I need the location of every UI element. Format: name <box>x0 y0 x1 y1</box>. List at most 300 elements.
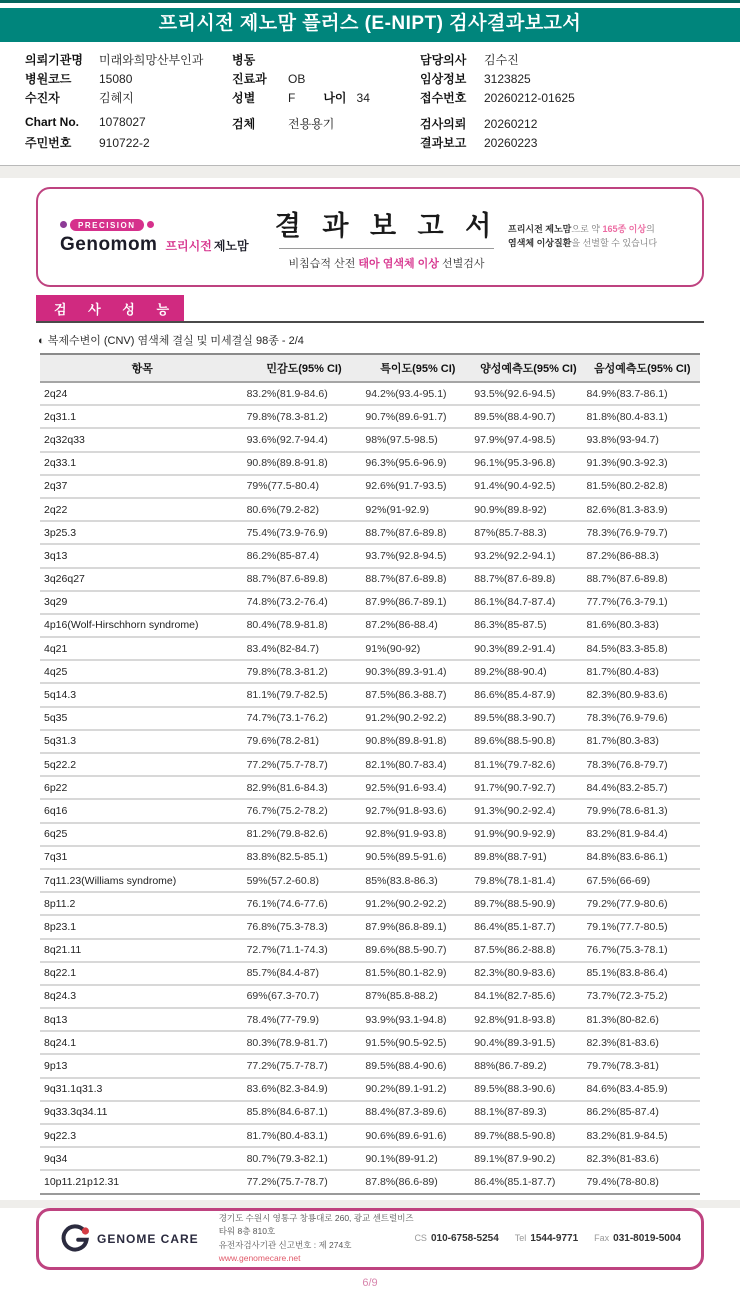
cell-sensitivity: 81.7%(80.4-83.1) <box>245 1124 364 1147</box>
cell-sensitivity: 76.8%(75.3-78.3) <box>245 915 364 938</box>
cell-npv: 91.3%(90.3-92.3) <box>584 452 700 475</box>
cell-ppv: 84.1%(82.7-85.6) <box>472 985 584 1008</box>
table-row <box>40 730 700 753</box>
table-row <box>40 428 700 451</box>
cell-region-name: 2q31.1 <box>40 405 245 428</box>
company-license: 유전자검사기관 신고번호 : 제 274호 <box>218 1239 352 1250</box>
cell-ppv: 89.8%(88.7-91) <box>472 846 584 869</box>
cell-region-name: 7q11.23(Williams syndrome) <box>40 869 245 892</box>
genomom-brand-block <box>60 219 265 256</box>
cell-region-name: 3q13 <box>40 544 245 567</box>
cell-ppv: 89.6%(88.5-90.8) <box>472 730 584 753</box>
cell-sensitivity: 77.2%(75.7-78.7) <box>245 1054 364 1077</box>
table-row <box>40 753 700 776</box>
field-label: 수진자 <box>25 91 60 105</box>
cell-npv: 73.7%(72.3-75.2) <box>584 985 700 1008</box>
table-row <box>40 1008 700 1031</box>
cell-ppv: 86.1%(84.7-87.4) <box>472 591 584 614</box>
patient-info-column-1 <box>25 51 232 153</box>
cell-npv: 88.7%(87.6-89.8) <box>584 568 700 591</box>
cell-sensitivity: 79%(77.5-80.4) <box>245 475 364 498</box>
cell-specificity: 92.7%(91.8-93.6) <box>363 799 472 822</box>
cell-ppv: 86.3%(85-87.5) <box>472 614 584 637</box>
table-row <box>40 568 700 591</box>
table-row <box>40 614 700 637</box>
company-address-block <box>219 1212 415 1265</box>
badge-dot-right-icon <box>147 221 154 228</box>
cell-specificity: 90.3%(89.3-91.4) <box>363 660 472 683</box>
cell-ppv: 93.5%(92.6-94.5) <box>472 382 584 405</box>
cell-ppv: 90.3%(89.2-91.4) <box>472 637 584 660</box>
cell-ppv: 90.9%(89.8-92) <box>472 498 584 521</box>
cell-ppv: 89.1%(87.9-90.2) <box>472 1147 584 1170</box>
cell-ppv: 92.8%(91.8-93.8) <box>472 1008 584 1031</box>
precision-badge-label: PRECISION <box>70 219 144 231</box>
table-row <box>40 1147 700 1170</box>
cell-ppv: 87%(85.7-88.3) <box>472 521 584 544</box>
cell-sensitivity: 82.9%(81.6-84.3) <box>245 776 364 799</box>
col-header-ppv: 양성예측도(95% CI) <box>472 354 584 382</box>
note-end1: 의 <box>646 224 655 235</box>
cell-region-name: 3p25.3 <box>40 521 245 544</box>
cell-ppv: 81.1%(79.7-82.6) <box>472 753 584 776</box>
company-address: 경기도 수원시 영통구 창룡대로 260, 광교 센트럴비즈타워 8층 810호 <box>218 1213 414 1237</box>
cell-ppv: 88.1%(87-89.3) <box>472 1101 584 1124</box>
cell-npv: 67.5%(66-69) <box>584 869 700 892</box>
field-value: F <box>288 91 296 105</box>
cell-region-name: 9p13 <box>40 1054 245 1077</box>
cell-region-name: 6q25 <box>40 823 245 846</box>
cell-region-name: 4q25 <box>40 660 245 683</box>
cell-npv: 78.3%(76.9-79.7) <box>584 521 700 544</box>
cell-ppv: 91.9%(90.9-92.9) <box>472 823 584 846</box>
cell-specificity: 90.6%(89.6-91.6) <box>363 1124 472 1147</box>
field-extra-value: 34 <box>356 91 370 105</box>
contact-value: 1544-9771 <box>530 1233 579 1245</box>
patient-info-column-2 <box>232 51 420 153</box>
field-value: 20260223 <box>484 136 538 150</box>
cell-ppv: 87.5%(86.2-88.8) <box>472 939 584 962</box>
patient-info-field <box>25 70 232 89</box>
patient-info-field <box>25 115 232 134</box>
field-value: 김혜지 <box>99 91 134 105</box>
cell-npv: 87.2%(86-88.3) <box>584 544 700 567</box>
cell-npv: 81.8%(80.4-83.1) <box>584 405 700 428</box>
table-row <box>40 799 700 822</box>
cell-specificity: 90.2%(89.1-91.2) <box>363 1078 472 1101</box>
cell-ppv: 89.5%(88.3-90.7) <box>472 707 584 730</box>
cell-ppv: 86.4%(85.1-87.7) <box>472 1170 584 1193</box>
field-value: 3123825 <box>484 72 531 86</box>
cell-sensitivity: 74.7%(73.1-76.2) <box>245 707 364 730</box>
cell-region-name: 2q22 <box>40 498 245 521</box>
report-title-rule <box>279 248 494 249</box>
genomom-logo <box>60 234 265 256</box>
cell-sensitivity: 76.7%(75.2-78.2) <box>245 799 364 822</box>
cell-ppv: 79.8%(78.1-81.4) <box>472 869 584 892</box>
cell-region-name: 8q22.1 <box>40 962 245 985</box>
field-label: 병동 <box>232 53 256 67</box>
cell-specificity: 92.6%(91.7-93.5) <box>363 475 472 498</box>
field-label: 주민번호 <box>25 136 72 150</box>
cell-specificity: 87%(85.8-88.2) <box>363 985 472 1008</box>
cell-sensitivity: 75.4%(73.9-76.9) <box>245 521 364 544</box>
field-value: 1078027 <box>99 115 146 129</box>
genome-care-logo <box>59 1223 199 1255</box>
cell-region-name: 8q21.11 <box>40 939 245 962</box>
cell-ppv: 89.5%(88.4-90.7) <box>472 405 584 428</box>
cell-npv: 86.2%(85-87.4) <box>584 1101 700 1124</box>
cell-npv: 77.7%(76.3-79.1) <box>584 591 700 614</box>
cell-npv: 78.3%(76.9-79.6) <box>584 707 700 730</box>
contact-label: Tel <box>514 1233 527 1244</box>
cell-specificity: 85%(83.8-86.3) <box>363 869 472 892</box>
cell-sensitivity: 69%(67.3-70.7) <box>245 985 364 1008</box>
table-row <box>40 1170 700 1193</box>
cell-region-name: 8p11.2 <box>40 892 245 915</box>
precision-badge <box>60 219 265 231</box>
cell-ppv: 88.7%(87.6-89.8) <box>472 568 584 591</box>
cell-sensitivity: 83.4%(82-84.7) <box>245 637 364 660</box>
cell-sensitivity: 74.8%(73.2-76.4) <box>245 591 364 614</box>
cell-sensitivity: 80.7%(79.3-82.1) <box>245 1147 364 1170</box>
cell-sensitivity: 86.2%(85-87.4) <box>245 544 364 567</box>
field-extra-label: 나이 <box>323 91 347 105</box>
field-value: 미래와희망산부인과 <box>99 53 204 67</box>
cell-npv: 81.5%(80.2-82.8) <box>584 475 700 498</box>
cell-sensitivity: 81.2%(79.8-82.6) <box>245 823 364 846</box>
report-subtitle-pre: 비침습적 산전 <box>288 257 359 270</box>
cell-npv: 82.3%(80.9-83.6) <box>584 683 700 706</box>
table-row <box>40 1031 700 1054</box>
cell-specificity: 89.5%(88.4-90.6) <box>363 1054 472 1077</box>
divider-band <box>0 166 740 178</box>
cell-region-name: 6q16 <box>40 799 245 822</box>
col-header-specificity: 특이도(95% CI) <box>363 354 472 382</box>
company-footer <box>36 1208 704 1270</box>
cell-sensitivity: 81.1%(79.7-82.5) <box>245 683 364 706</box>
field-label: 임상정보 <box>420 72 467 86</box>
note-mid: 으로 약 <box>571 224 603 235</box>
cell-npv: 84.8%(83.6-86.1) <box>584 846 700 869</box>
cell-sensitivity: 72.7%(71.1-74.3) <box>245 939 364 962</box>
cell-region-name: 9q34 <box>40 1147 245 1170</box>
cell-npv: 79.9%(78.6-81.3) <box>584 799 700 822</box>
patient-info-column-3 <box>420 51 740 153</box>
top-accent-line <box>0 0 740 3</box>
field-value: 20260212 <box>484 117 538 131</box>
cell-ppv: 96.1%(95.3-96.8) <box>472 452 584 475</box>
cell-npv: 81.7%(80.4-83) <box>584 660 700 683</box>
bottom-band <box>0 1200 740 1208</box>
cell-sensitivity: 59%(57.2-60.8) <box>245 869 364 892</box>
cell-specificity: 90.5%(89.5-91.6) <box>363 846 472 869</box>
table-row <box>40 1101 700 1124</box>
cell-region-name: 9q22.3 <box>40 1124 245 1147</box>
cell-sensitivity: 83.8%(82.5-85.1) <box>245 846 364 869</box>
cell-specificity: 91.5%(90.5-92.5) <box>363 1031 472 1054</box>
patient-info-field <box>25 89 232 108</box>
cell-specificity: 93.9%(93.1-94.8) <box>363 1008 472 1031</box>
result-report-banner <box>36 187 704 287</box>
cell-specificity: 96.3%(95.6-96.9) <box>363 452 472 475</box>
cell-specificity: 88.7%(87.6-89.8) <box>363 521 472 544</box>
cell-specificity: 90.8%(89.8-91.8) <box>363 730 472 753</box>
cell-ppv: 82.3%(80.9-83.6) <box>472 962 584 985</box>
table-row <box>40 498 700 521</box>
table-row <box>40 452 700 475</box>
cell-npv: 85.1%(83.8-86.4) <box>584 962 700 985</box>
note-brand: 프리시전 제노맘 <box>508 224 572 235</box>
cell-sensitivity: 85.8%(84.6-87.1) <box>245 1101 364 1124</box>
table-row <box>40 405 700 428</box>
patient-info-field <box>420 89 740 108</box>
table-row <box>40 892 700 915</box>
field-label: 담당의사 <box>420 53 467 67</box>
table-row <box>40 707 700 730</box>
cell-npv: 82.3%(81-83.6) <box>584 1031 700 1054</box>
cell-specificity: 92.5%(91.6-93.4) <box>363 776 472 799</box>
table-row <box>40 939 700 962</box>
cell-ppv: 89.7%(88.5-90.9) <box>472 892 584 915</box>
field-label: 병원코드 <box>25 72 72 86</box>
cell-npv: 81.7%(80.3-83) <box>584 730 700 753</box>
cell-npv: 79.2%(77.9-80.6) <box>584 892 700 915</box>
cell-specificity: 92.8%(91.9-93.8) <box>363 823 472 846</box>
note-disease: 염색체 이상질환 <box>508 238 572 248</box>
cell-region-name: 9q31.1q31.3 <box>40 1078 245 1101</box>
field-value: 910722-2 <box>99 136 150 150</box>
patient-info-field <box>420 51 740 70</box>
genome-care-logo-icon <box>59 1223 91 1255</box>
cell-npv: 78.3%(76.8-79.7) <box>584 753 700 776</box>
cell-region-name: 5q22.2 <box>40 753 245 776</box>
cell-specificity: 81.5%(80.1-82.9) <box>363 962 472 985</box>
contact-list <box>414 1233 681 1244</box>
patient-info-field <box>420 115 740 134</box>
cell-ppv: 91.4%(90.4-92.5) <box>472 475 584 498</box>
cell-ppv: 88%(86.7-89.2) <box>472 1054 584 1077</box>
contact-label: Fax <box>594 1233 610 1244</box>
cell-specificity: 87.2%(86-88.4) <box>363 614 472 637</box>
report-header-title: 프리시전 제노맘 플러스 (E-NIPT) 검사결과보고서 <box>0 8 740 40</box>
field-label: 검사의뢰 <box>420 117 467 131</box>
cell-region-name: 2q24 <box>40 382 245 405</box>
cell-region-name: 8q13 <box>40 1008 245 1031</box>
section-header-rule <box>36 295 704 323</box>
cell-npv: 84.4%(83.2-85.7) <box>584 776 700 799</box>
cell-npv: 84.9%(83.7-86.1) <box>584 382 700 405</box>
note-count: 165종 이상 <box>602 224 647 235</box>
patient-info-section <box>0 40 740 166</box>
cell-ppv: 91.3%(90.2-92.4) <box>472 799 584 822</box>
cell-npv: 83.2%(81.9-84.4) <box>584 823 700 846</box>
table-row <box>40 660 700 683</box>
cell-specificity: 87.8%(86.6-89) <box>363 1170 472 1193</box>
cell-sensitivity: 85.7%(84.4-87) <box>245 962 364 985</box>
cell-ppv: 91.7%(90.7-92.7) <box>472 776 584 799</box>
cell-npv: 81.3%(80-82.6) <box>584 1008 700 1031</box>
cell-region-name: 8p23.1 <box>40 915 245 938</box>
cell-sensitivity: 90.8%(89.8-91.8) <box>245 452 364 475</box>
cell-ppv: 89.2%(88-90.4) <box>472 660 584 683</box>
field-value: OB <box>288 72 306 86</box>
cell-specificity: 91.2%(90.2-92.2) <box>363 892 472 915</box>
badge-dot-left-icon <box>60 221 67 228</box>
cell-region-name: 5q14.3 <box>40 683 245 706</box>
patient-info-field <box>25 134 232 153</box>
cell-npv: 83.2%(81.9-84.5) <box>584 1124 700 1147</box>
cell-region-name: 2q37 <box>40 475 245 498</box>
cell-ppv: 89.7%(88.5-90.8) <box>472 1124 584 1147</box>
field-value: 20260212-01625 <box>484 91 575 105</box>
cell-specificity: 87.9%(86.8-89.1) <box>363 915 472 938</box>
report-title: 결 과 보 고 서 <box>274 210 499 241</box>
patient-info-field <box>232 115 420 134</box>
cell-specificity: 93.7%(92.8-94.5) <box>363 544 472 567</box>
cell-npv: 79.1%(77.7-80.5) <box>584 915 700 938</box>
contact-item <box>414 1233 498 1244</box>
cell-region-name: 8q24.3 <box>40 985 245 1008</box>
cell-region-name: 3q29 <box>40 591 245 614</box>
cell-specificity: 91.2%(90.2-92.2) <box>363 707 472 730</box>
cell-specificity: 94.2%(93.4-95.1) <box>363 382 472 405</box>
cell-ppv: 89.5%(88.3-90.6) <box>472 1078 584 1101</box>
table-row <box>40 382 700 405</box>
cell-ppv: 93.2%(92.2-94.1) <box>472 544 584 567</box>
col-header-item: 항목 <box>40 354 245 382</box>
cell-ppv: 86.6%(85.4-87.9) <box>472 683 584 706</box>
cell-npv: 79.4%(78-80.8) <box>584 1170 700 1193</box>
cell-region-name: 4q21 <box>40 637 245 660</box>
cell-specificity: 91%(90-92) <box>363 637 472 660</box>
report-subtitle-post: 선별검사 <box>438 257 485 270</box>
contact-item <box>594 1233 681 1244</box>
table-row <box>40 1078 700 1101</box>
field-label: 결과보고 <box>420 136 467 150</box>
cell-ppv: 90.4%(89.3-91.5) <box>472 1031 584 1054</box>
cell-sensitivity: 77.2%(75.7-78.7) <box>245 1170 364 1193</box>
table-row <box>40 1124 700 1147</box>
cell-region-name: 8q24.1 <box>40 1031 245 1054</box>
report-title-block <box>265 204 508 271</box>
table-row <box>40 475 700 498</box>
table-row <box>40 915 700 938</box>
cell-specificity: 92%(91-92.9) <box>363 498 472 521</box>
cell-region-name: 3q26q27 <box>40 568 245 591</box>
table-row <box>40 683 700 706</box>
cell-sensitivity: 77.2%(75.7-78.7) <box>245 753 364 776</box>
brand-name-kr-accent: 프리시전 <box>165 238 212 253</box>
cell-specificity: 98%(97.5-98.5) <box>363 428 472 451</box>
report-subtitle <box>265 255 508 271</box>
cell-specificity: 88.7%(87.6-89.8) <box>363 568 472 591</box>
cell-npv: 93.8%(93-94.7) <box>584 428 700 451</box>
cell-ppv: 86.4%(85.1-87.7) <box>472 915 584 938</box>
cell-region-name: 6p22 <box>40 776 245 799</box>
cell-npv: 82.3%(81-83.6) <box>584 1147 700 1170</box>
table-row <box>40 1054 700 1077</box>
brand-name-en: Genomom <box>60 233 158 255</box>
patient-info-field <box>25 51 232 70</box>
report-side-note <box>508 223 680 251</box>
contact-item <box>515 1233 578 1244</box>
cell-specificity: 87.5%(86.3-88.7) <box>363 683 472 706</box>
cell-npv: 84.6%(83.4-85.9) <box>584 1078 700 1101</box>
contact-label: CS <box>414 1233 427 1244</box>
cell-specificity: 90.7%(89.6-91.7) <box>363 405 472 428</box>
field-label: 진료과 <box>232 72 267 86</box>
performance-table <box>40 353 700 1195</box>
table-header-row <box>40 354 700 382</box>
cell-sensitivity: 80.4%(78.9-81.8) <box>245 614 364 637</box>
cell-npv: 79.7%(78.3-81) <box>584 1054 700 1077</box>
cell-specificity: 88.4%(87.3-89.6) <box>363 1101 472 1124</box>
table-row <box>40 591 700 614</box>
cell-sensitivity: 88.7%(87.6-89.8) <box>245 568 364 591</box>
cell-sensitivity: 79.6%(78.2-81) <box>245 730 364 753</box>
table-row <box>40 544 700 567</box>
cell-sensitivity: 80.6%(79.2-82) <box>245 498 364 521</box>
cell-region-name: 10p11.21p12.31 <box>40 1170 245 1193</box>
field-value: 15080 <box>99 72 133 86</box>
table-row <box>40 637 700 660</box>
field-label: 접수번호 <box>420 91 467 105</box>
contact-value: 031-8019-5004 <box>613 1233 681 1245</box>
field-label: 의뢰기관명 <box>25 53 83 67</box>
field-label: 검체 <box>232 117 256 131</box>
cell-sensitivity: 76.1%(74.6-77.6) <box>245 892 364 915</box>
cell-region-name: 2q33.1 <box>40 452 245 475</box>
cell-sensitivity: 79.8%(78.3-81.2) <box>245 660 364 683</box>
cell-sensitivity: 83.2%(81.9-84.6) <box>245 382 364 405</box>
brand-name-kr: 제노맘 <box>213 238 249 253</box>
section-title-test-performance: 검 사 성 능 <box>36 295 184 321</box>
patient-info-field <box>420 70 740 89</box>
col-header-sensitivity: 민감도(95% CI) <box>245 354 364 382</box>
cell-region-name: 7q31 <box>40 846 245 869</box>
company-name: GENOME CARE <box>97 1231 199 1246</box>
field-value: 김수진 <box>484 53 519 67</box>
contact-value: 010-6758-5254 <box>430 1233 499 1245</box>
cell-region-name: 9q33.3q34.11 <box>40 1101 245 1124</box>
cell-specificity: 82.1%(80.7-83.4) <box>363 753 472 776</box>
cell-sensitivity: 80.3%(78.9-81.7) <box>245 1031 364 1054</box>
table-row <box>40 521 700 544</box>
page-number: 6/9 <box>362 1276 378 1289</box>
table-row <box>40 869 700 892</box>
cell-region-name: 4p16(Wolf-Hirschhorn syndrome) <box>40 614 245 637</box>
field-label: 성별 <box>232 91 256 105</box>
col-header-npv: 음성예측도(95% CI) <box>584 354 700 382</box>
cell-specificity: 90.1%(89-91.2) <box>363 1147 472 1170</box>
cell-specificity: 89.6%(88.5-90.7) <box>363 939 472 962</box>
patient-info-field <box>232 51 420 70</box>
patient-info-field <box>232 70 420 89</box>
cell-region-name: 5q31.3 <box>40 730 245 753</box>
cell-sensitivity: 83.6%(82.3-84.9) <box>245 1078 364 1101</box>
cell-sensitivity: 79.8%(78.3-81.2) <box>245 405 364 428</box>
cell-region-name: 5q35 <box>40 707 245 730</box>
cell-ppv: 97.9%(97.4-98.5) <box>472 428 584 451</box>
cell-specificity: 87.9%(86.7-89.1) <box>363 591 472 614</box>
company-website-link[interactable]: www.genomecare.net <box>218 1252 301 1263</box>
patient-info-field <box>420 134 740 153</box>
cell-sensitivity: 78.4%(77-79.9) <box>245 1008 364 1031</box>
cell-npv: 82.6%(81.3-83.9) <box>584 498 700 521</box>
table-row <box>40 846 700 869</box>
table-row <box>40 985 700 1008</box>
